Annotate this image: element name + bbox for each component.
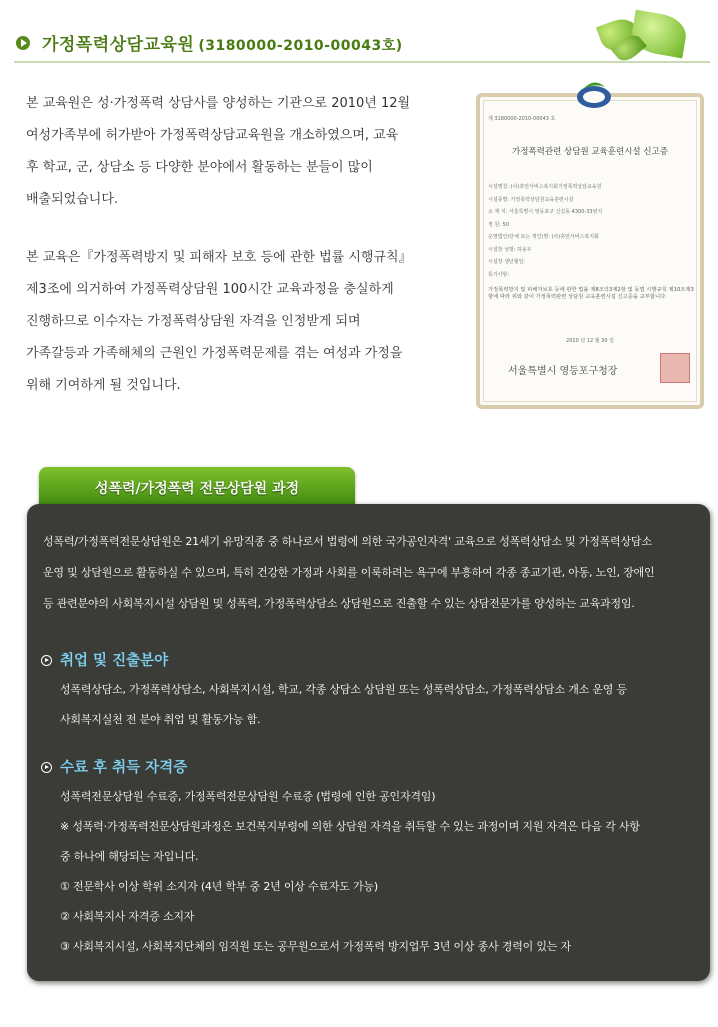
employment-section-title: 취업 및 진출분야	[60, 653, 169, 669]
certification-line: ③ 사회복지시설, 사회복지단체의 임직원 또는 공무원으로서 가정폭력 방지업무 3년 이상 종사 경력이 있는 자	[60, 940, 571, 953]
certificate-number: 제 3180000-2010-00043 호	[488, 116, 556, 122]
certificate-title: 가정폭력관련 상담원 교육훈련시설 신고증	[512, 147, 668, 157]
play-circle-icon	[16, 36, 30, 50]
course-content-box	[27, 504, 710, 981]
certificate-field: 정 원: 50	[488, 221, 509, 228]
certificate-field: 운영법인(단체 또는 개인)명: (사)휴먼서비스복지회	[488, 234, 599, 240]
employment-line: 성폭력상담소, 가정폭력상담소, 사회복지시설, 학교, 각종 상담소 상담원 또는 성폭력상담소, 가정폭력상담소 개소 운영 등	[60, 683, 627, 696]
page-title	[42, 30, 403, 55]
intro-line: 제3조에 의거하여 가정폭력상담원 100시간 교육과정을 충실하게	[26, 282, 394, 297]
registration-number: (3180000-2010-00043호)	[198, 38, 403, 54]
certification-line: ① 전문학사 이상 학위 소지자 (4년 학부 중 2년 이상 수료자도 가능)	[60, 880, 378, 893]
certificate-fields	[488, 181, 602, 281]
intro-line: 후 학교, 군, 상담소 등 다양한 분야에서 활동하는 분들이 많이	[26, 160, 373, 175]
certificate-body: 가정폭력방지 및 피해자보호 등에 관한 법률 제8조의3제2항 및 동법 시행규칙 제10조제3항에 따라 위와 같이 가정폭력관련 상담원 교육훈련시설 신고증을 교부합니다.	[488, 287, 694, 300]
intro-line: 여성가족부에 허가받아 가정폭력상담교육원을 개소하였으며, 교육	[26, 128, 399, 143]
course-intro-line: 등 관련분야의 사회복지시설 상담원 및 성폭력, 가정폭력상담소 상담원으로 진출할 수 있는 상담전문가를 양성하는 교육과정임.	[43, 597, 635, 610]
title-text: 가정폭력상담교육원	[42, 35, 195, 55]
certification-line: 중 하나에 해당되는 자입니다.	[60, 850, 199, 863]
certificate-field: 시설장 성명: 허용우	[488, 246, 532, 253]
seal-icon	[660, 353, 690, 383]
intro-text	[26, 88, 416, 402]
employment-line: 사회복지실천 전 분야 취업 및 활동가능 함.	[60, 713, 261, 726]
certification-line: 성폭력전문상담원 수료증, 가정폭력전문상담원 수료증 (법령에 인한 공인자격임)	[60, 790, 436, 803]
certification-section-title: 수료 후 취득 자격증	[60, 760, 188, 776]
certificate-field: 시설명칭: (사)휴먼서비스복지회가정폭력상담교육원	[488, 184, 602, 190]
play-circle-icon	[41, 762, 52, 773]
certificate-date: 2010 년 12 월 30 일	[566, 338, 614, 344]
certification-line: ② 사회복지사 자격증 소지자	[60, 910, 195, 923]
page-header	[14, 14, 710, 64]
intro-line: 본 교육은『가정폭력방지 및 피해자 보호 등에 관한 법률 시행규칙』	[26, 250, 412, 265]
intro-line: 진행하므로 이수자는 가정폭력상담원 자격을 인정받게 되며	[26, 314, 361, 329]
certificate-issuer: 서울특별시 영등포구청장	[508, 366, 618, 377]
certificate-image	[476, 93, 704, 409]
certification-line: ※ 성폭력·가정폭력전문상담원과정은 보건복지부령에 의한 상담원 자격을 취득할 수 있는 과정이며 지원 자격은 다음 각 사항	[60, 820, 640, 833]
course-intro	[43, 526, 703, 619]
logo-icon	[575, 75, 613, 113]
intro-line: 배출되었습니다.	[26, 192, 119, 207]
employment-section-body	[60, 675, 700, 735]
intro-line: 위해 기여하게 될 것입니다.	[26, 378, 181, 393]
certificate-field: 소 재 지: 서울특별시 영등포구 신길동 4300-33번지	[488, 209, 603, 215]
certification-section-body	[60, 782, 700, 962]
course-tab	[39, 467, 355, 507]
course-intro-line: 운영 및 상담원으로 활동하실 수 있으며, 특히 건강한 가정과 사회를 이룩하려는 욕구에 부흥하여 각종 종교기관, 아동, 노인, 장애인	[43, 566, 655, 579]
leaf-icon	[592, 12, 692, 64]
certificate-field: 시설종별: 가정폭력상담원교육훈련시설	[488, 196, 574, 203]
certificate-field: 특기사항:	[488, 271, 510, 278]
intro-line: 가족갈등과 가족해체의 근원인 가정폭력문제를 겪는 여성과 가정을	[26, 346, 403, 361]
course-intro-line: 성폭력/가정폭력전문상담원은 21세기 유망직종 중 하나로서 법령에 의한 국가공인자격' 교육으로 성폭력상담소 및 가정폭력상담소	[43, 535, 652, 548]
play-circle-icon	[41, 655, 52, 666]
certificate-field: 시설장 생년월일:	[488, 259, 526, 265]
intro-line: 본 교육원은 성·가정폭력 상담사를 양성하는 기관으로 2010년 12월	[26, 96, 411, 111]
course-tab-label: 성폭력/가정폭력 전문상담원 과정	[94, 481, 300, 497]
